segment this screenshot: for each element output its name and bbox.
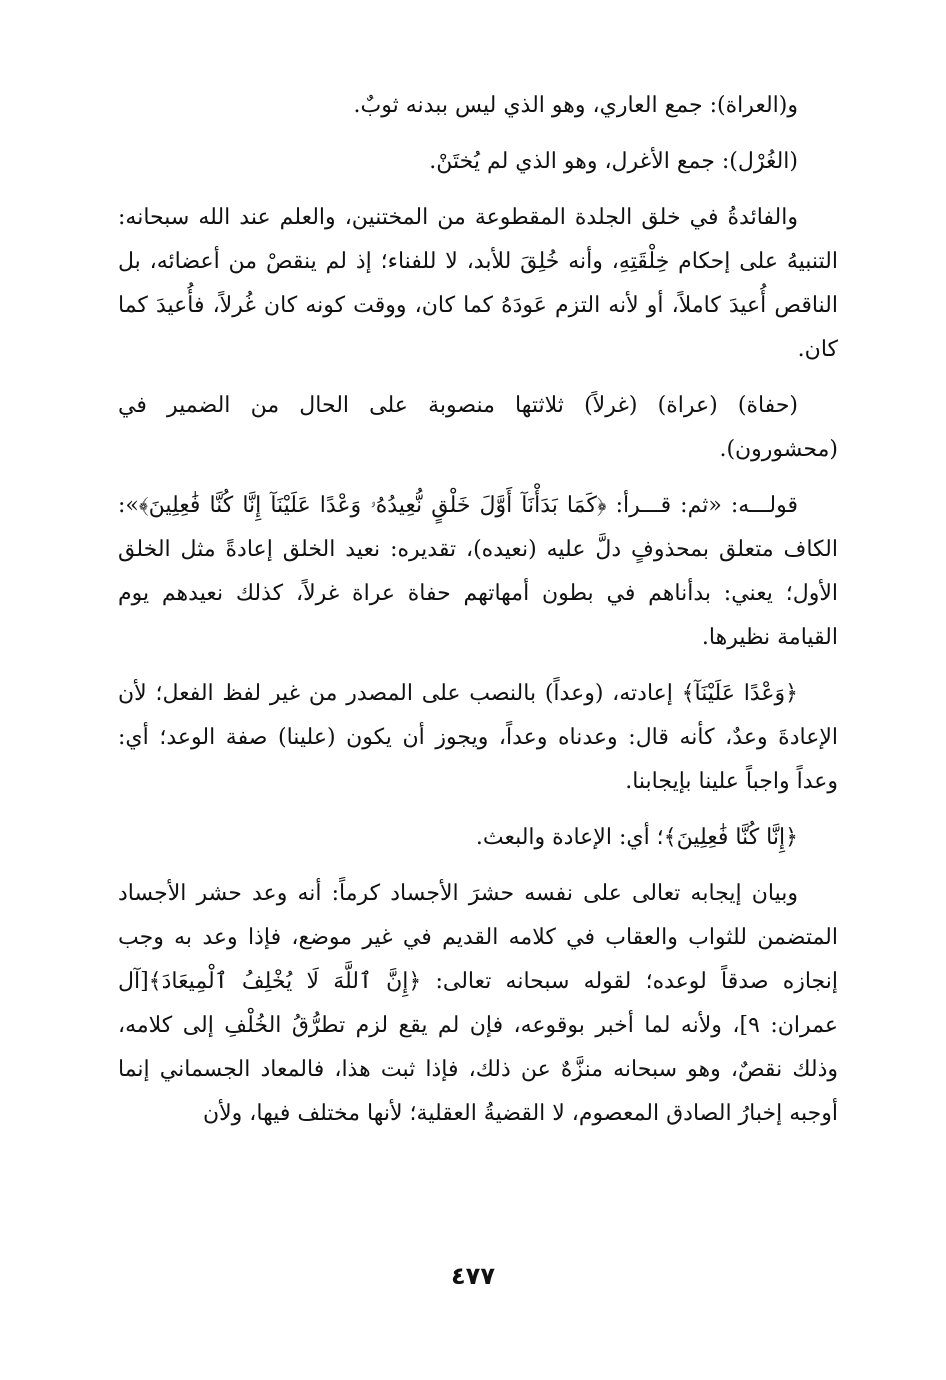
body-text [118,84,838,1136]
paragraph-wadan-alayna: ﴿وَعْدًا عَلَيْنَآ﴾ إعادته، (وعداً) بالنصب على المصدر من غير لفظ الفعل؛ لأن الإعادةَ وعدٌ، كأنه قال: وعدناه وعداً، ويجوز أن يكون (علينا) صفة الوعد؛ أي: وعداً واجباً علينا بإيجابنا. [118,681,838,794]
page-number: ٤٧٧ [451,1262,495,1290]
paragraph-al-ghurl: (الغُرْل): جمع الأغرل، وهو الذي لم يُختَنْ. [429,149,798,174]
paragraph-al-uraat: و(العراة): جمع العاري، وهو الذي ليس ببدنه ثوبٌ. [353,93,798,118]
paragraph-al-faida: والفائدةُ في خلق الجلدة المقطوعة من المختنين، والعلم عند الله سبحانه: التنبيهُ على إحكام خِلْقَتِهِ، وأنه خُلِقَ للأبد، لا للفناء؛ إذ لم ينقصْ من أعضائه، بل الناقص أُعيدَ كاملاً، أو لأنه التزم عَودَهُ كما كان، ووقت كونه كان غُرلاً، فأُعيدَ كما كان. [118,205,838,362]
paragraph-bayan-ijabihi: وبيان إيجابه تعالى على نفسه حشرَ الأجساد كرماً: أنه وعد حشر الأجساد المتضمن للثواب والعقاب في كلامه القديم في غير موضع، فإذا وعد به وجب إنجازه صدقاً لوعده؛ لقوله سبحانه تعالى: ﴿إِنَّ ٱللَّهَ لَا يُخْلِفُ ٱلْمِيعَادَ﴾[آل عمران: ٩]، ولأنه لما أخبر بوقوعه، فإن لم يقع لزم تطرُّقُ الخُلْفِ إلى كلامه، وذلك نقصٌ، وهو سبحانه منزَّهٌ عن ذلك، فإذا ثبت هذا، فالمعاد الجسماني إنما أوجبه إخبارُ الصادق المعصوم، لا القضيةُ العقلية؛ لأنها مختلف فيها، ولأن [118,881,838,1126]
paragraph-hufat: (حفاة) (عراة) (غرلاً) ثلاثتها منصوبة على الحال من الضمير في (محشورون). [118,393,838,462]
paragraph-inna-kunna: ﴿إِنَّا كُنَّا فَٰعِلِينَ﴾؛ أي: الإعادة والبعث. [475,825,798,850]
paragraph-qawluhu: قولـــه: «ثم: قـــرأ: ﴿كَمَا بَدَأْنَآ أَوَّلَ خَلْقٍ نُّعِيدُهُۥ وَعْدًا عَلَيْنَآ إِنَّا كُنَّا فَٰعِلِينَ﴾»: الكاف متعلق بمحذوفٍ دلَّ عليه (نعيده)، تقديره: نعيد الخلق إعادةً مثل الخلق الأول؛ يعني: بدأناهم في بطون أمهاتهم حفاة عراة غرلاً، كذلك نعيدهم يوم القيامة نظيرها. [118,493,838,650]
